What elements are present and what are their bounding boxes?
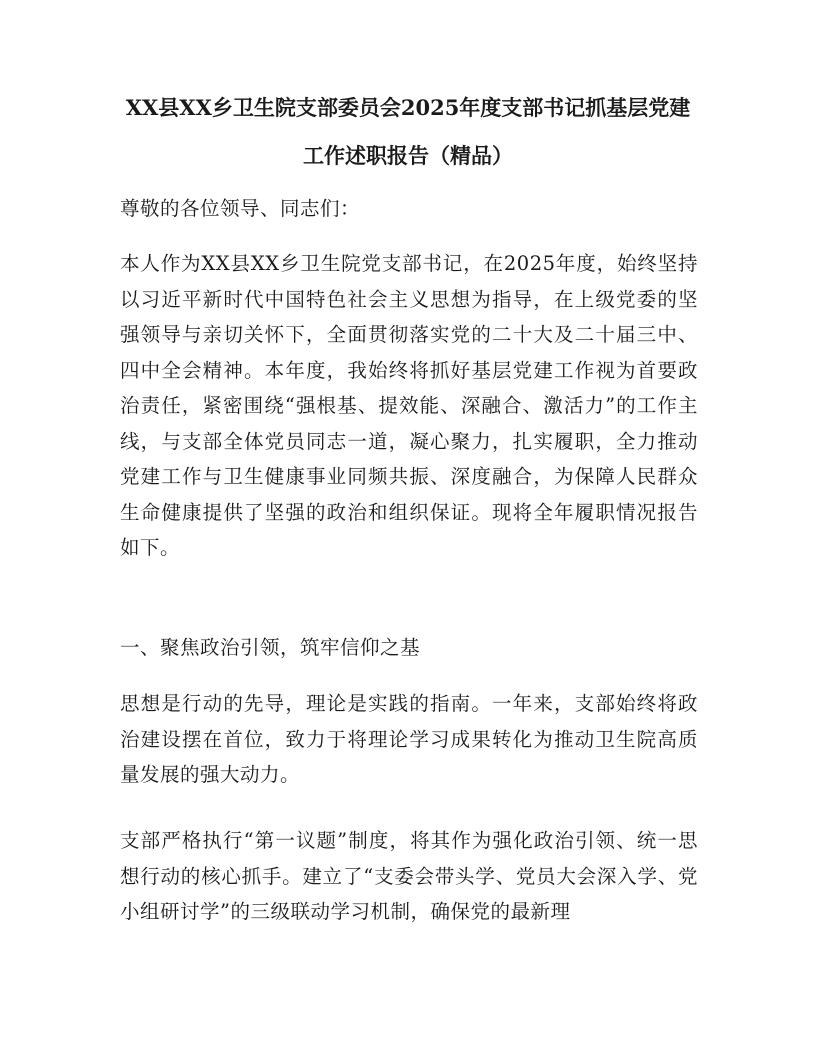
section-heading-1: 一、聚焦政治引领，筑牢信仰之基 <box>120 636 421 659</box>
greeting: 尊敬的各位领导、同志们： <box>120 197 361 220</box>
body-paragraph: 思想是行动的先导，理论是实践的指南。一年来，支部始终将政治建设摆在首位，致力于将理论学习成果转化为推动卫生院高质量发展的强大动力。 <box>120 692 698 786</box>
document-title-line-1: XX县XX乡卫生院支部委员会2025年度支部书记抓基层党建 <box>125 95 691 120</box>
body-paragraph-intro: 本人作为XX县XX乡卫生院党支部书记，在2025年度，始终坚持以习近平新时代中国特色社会主义思想为指导，在上级党委的坚强领导与亲切关怀下，全面贯彻落实党的二十大及二十届三中、四中全会精神。本年度，我始终将抓好基层党建工作视为首要政治责任，紧密围绕“强根基、提效能、深融合、激活力”的工作主线，与支部全体党员同志一道，凝心聚力，扎实履职，全力推动党建工作与卫生健康事业同频共振、深度融合，为保障人民群众生命健康提供了坚强的政治和组织保证。现将全年履职情况报告如下。 <box>120 252 698 559</box>
body-paragraph: 支部严格执行“第一议题”制度，将其作为强化政治引领、统一思想行动的核心抓手。建立了“支委会带头学、党员大会深入学、党小组研讨学”的三级联动学习机制，确保党的最新理 <box>120 829 698 923</box>
document-title-line-2: 工作述职报告（精品） <box>303 143 513 168</box>
